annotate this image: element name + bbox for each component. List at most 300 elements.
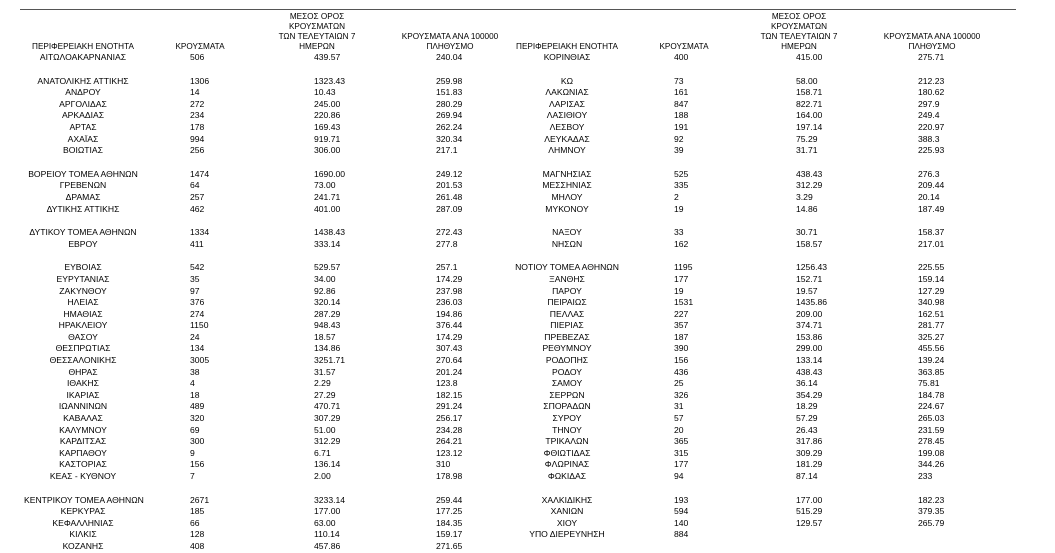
region-cell: ΒΟΡΕΙΟΥ ΤΟΜΕΑ ΑΘΗΝΩΝ — [28, 168, 138, 179]
per100k-cell: 275.71 — [918, 52, 945, 62]
per100k-cell: 310 — [436, 459, 451, 470]
per100k-cell: 269.94 — [436, 110, 463, 121]
cases-cell: 162 — [674, 238, 689, 249]
region-cell: ΚΑΛΥΜΝΟΥ — [59, 424, 107, 435]
cases-cell: 365 — [674, 436, 689, 447]
avg7-cell: 129.57 — [796, 517, 823, 528]
avg7-cell: 470.71 — [314, 401, 341, 412]
cases-cell: 188 — [674, 110, 689, 121]
region-cell: ΚΕΝΤΡΙΚΟΥ ΤΟΜΕΑ ΑΘΗΝΩΝ — [24, 494, 144, 505]
region-cell: ΑΧΑΪΑΣ — [67, 133, 99, 144]
cases-cell: 178 — [190, 121, 205, 132]
per100k-cell: 201.53 — [436, 180, 463, 191]
cases-cell: 19 — [674, 203, 684, 214]
per100k-cell: 199.08 — [918, 447, 945, 458]
cases-cell: 97 — [190, 285, 200, 296]
per100k-cell: 151.83 — [436, 87, 463, 98]
per100k-cell: 159.14 — [918, 273, 945, 284]
region-cell: ΑΡΚΑΔΙΑΣ — [61, 110, 105, 121]
per100k-cell: 262.24 — [436, 121, 463, 132]
region-cell: ΥΠΟ ΔΙΕΡΕΥΝΗΣΗ — [529, 529, 605, 540]
region-cell: ΣΥΡΟΥ — [552, 413, 582, 424]
avg7-cell: 415.00 — [796, 52, 823, 62]
region-cell: ΠΙΕΡΙΑΣ — [550, 320, 584, 331]
cases-cell: 2671 — [190, 494, 210, 505]
avg7-cell: 1435.86 — [796, 297, 828, 308]
avg7-cell: 1323.43 — [314, 75, 346, 86]
cases-cell: 326 — [674, 389, 689, 400]
cases-cell: 39 — [674, 145, 684, 156]
avg7-cell: 158.71 — [796, 87, 823, 98]
avg7-cell: 457.86 — [314, 540, 341, 551]
per100k-cell: 340.98 — [918, 297, 945, 308]
cases-cell: 156 — [674, 355, 689, 366]
cases-cell: 257 — [190, 191, 205, 202]
per100k-cell: 249.4 — [918, 110, 940, 121]
per100k-cell: 123.12 — [436, 447, 463, 458]
per100k-cell: 259.44 — [436, 494, 463, 505]
cases-cell: 320 — [190, 413, 205, 424]
header-avg7: ΜΕΣΟΣ ΟΡΟΣ ΚΡΟΥΣΜΑΤΩΝ ΤΩΝ ΤΕΛΕΥΤΑΙΩΝ 7 ΗΜΕΡΩΝ — [760, 12, 838, 51]
per100k-cell: 158.37 — [918, 227, 945, 238]
region-cell: ΓΡΕΒΕΝΩΝ — [59, 180, 107, 191]
per100k-cell: 162.51 — [918, 308, 945, 319]
per100k-cell: 249.12 — [436, 168, 463, 179]
avg7-cell: 1438.43 — [314, 227, 346, 238]
per100k-cell: 182.23 — [918, 494, 945, 505]
cases-cell: 1150 — [190, 320, 209, 331]
per100k-cell: 177.25 — [436, 506, 463, 517]
region-cell: ΚΩ — [560, 75, 574, 86]
per100k-cell: 217.01 — [918, 238, 945, 249]
header-cases: ΚΡΟΥΣΜΑΤΑ — [175, 42, 225, 51]
avg7-cell: 3251.71 — [314, 355, 346, 366]
region-cell: ΙΘΑΚΗΣ — [67, 378, 99, 389]
region-cell: ΠΑΡΟΥ — [552, 285, 582, 296]
region-cell: ΝΗΣΩΝ — [551, 238, 583, 249]
avg7-cell: 401.00 — [314, 203, 341, 214]
cases-cell: 408 — [190, 540, 205, 551]
avg7-cell: 19.57 — [796, 285, 818, 296]
header-avg7: ΜΕΣΟΣ ΟΡΟΣ ΚΡΟΥΣΜΑΤΩΝ ΤΩΝ ΤΕΛΕΥΤΑΙΩΝ 7 ΗΜΕΡΩΝ — [278, 12, 356, 51]
avg7-cell: 177.00 — [796, 494, 823, 505]
region-cell: ΦΛΩΡΙΝΑΣ — [544, 459, 590, 470]
region-cell: ΒΟΙΩΤΙΑΣ — [63, 145, 103, 156]
region-cell: ΛΗΜΝΟΥ — [548, 145, 586, 156]
avg7-cell: 309.29 — [796, 447, 823, 458]
region-cell: ΙΩΑΝΝΙΝΩΝ — [58, 401, 108, 412]
cases-cell: 272 — [190, 98, 205, 109]
region-cell: ΑΙΤΩΛΟΑΚΑΡΝΑΝΙΑΣ — [39, 52, 127, 62]
region-cell: ΝΑΞΟΥ — [552, 227, 582, 238]
per100k-cell: 265.03 — [918, 413, 945, 424]
per100k-cell: 225.93 — [918, 145, 945, 156]
per100k-cell: 220.97 — [918, 121, 945, 132]
avg7-cell: 26.43 — [796, 424, 818, 435]
cases-cell: 256 — [190, 145, 205, 156]
per100k-cell: 180.62 — [918, 87, 945, 98]
region-cell: ΜΕΣΣΗΝΙΑΣ — [542, 180, 592, 191]
region-cell: ΑΝΑΤΟΛΙΚΗΣ ΑΤΤΙΚΗΣ — [37, 75, 129, 86]
per100k-cell: 212.23 — [918, 75, 945, 86]
avg7-cell: 73.00 — [314, 180, 336, 191]
per100k-cell: 75.81 — [918, 378, 940, 389]
avg7-cell: 30.71 — [796, 227, 818, 238]
avg7-cell: 197.14 — [796, 121, 823, 132]
cases-cell: 1306 — [190, 75, 210, 86]
per100k-cell: 174.29 — [436, 273, 463, 284]
per100k-cell: 187.49 — [918, 203, 945, 214]
region-cell: ΕΒΡΟΥ — [68, 238, 98, 249]
per100k-cell: 276.3 — [918, 168, 940, 179]
region-cell: ΝΟΤΙΟΥ ΤΟΜΕΑ ΑΘΗΝΩΝ — [515, 262, 619, 273]
region-cell: ΔΡΑΜΑΣ — [65, 191, 101, 202]
per100k-cell: 259.98 — [436, 75, 463, 86]
per100k-cell: 271.65 — [436, 540, 463, 551]
avg7-cell: 158.57 — [796, 238, 823, 249]
cases-cell: 400 — [674, 52, 689, 62]
cases-cell: 542 — [190, 262, 205, 273]
per100k-cell: 261.48 — [436, 191, 463, 202]
avg7-cell: 177.00 — [314, 506, 341, 517]
region-cell: ΛΑΣΙΘΙΟΥ — [546, 110, 588, 121]
cases-cell: 66 — [190, 517, 200, 528]
region-cell: ΣΠΟΡΑΔΩΝ — [543, 401, 591, 412]
region-cell: ΦΩΚΙΔΑΣ — [547, 471, 587, 481]
cases-cell: 390 — [674, 343, 689, 354]
cases-cell: 411 — [190, 238, 204, 249]
per100k-cell: 159.17 — [436, 529, 463, 540]
region-cell: ΠΡΕΒΕΖΑΣ — [544, 331, 590, 342]
region-cell: ΑΡΓΟΛΙΔΑΣ — [59, 98, 107, 109]
cases-cell: 161 — [674, 87, 689, 98]
avg7-cell: 1256.43 — [796, 262, 828, 273]
per100k-cell: 272.43 — [436, 227, 463, 238]
cases-cell: 187 — [674, 331, 689, 342]
cases-cell: 185 — [190, 506, 205, 517]
avg7-cell: 133.14 — [796, 355, 823, 366]
cases-cell: 489 — [190, 401, 205, 412]
avg7-cell: 948.43 — [314, 320, 341, 331]
avg7-cell: 110.14 — [314, 529, 340, 540]
cases-cell: 14 — [190, 87, 200, 98]
cases-cell: 506 — [190, 52, 205, 62]
avg7-cell: 18.57 — [314, 331, 336, 342]
region-cell: ΚΑΡΠΑΘΟΥ — [59, 447, 107, 458]
per100k-cell: 233 — [918, 471, 933, 481]
cases-cell: 20 — [674, 424, 684, 435]
avg7-cell: 36.14 — [796, 378, 818, 389]
per100k-cell: 363.85 — [918, 366, 945, 377]
avg7-cell: 2.29 — [314, 378, 331, 389]
avg7-cell: 51.00 — [314, 424, 336, 435]
cases-cell: 3005 — [190, 355, 210, 366]
avg7-cell: 57.29 — [796, 413, 818, 424]
per100k-cell: 225.55 — [918, 262, 945, 273]
avg7-cell: 18.29 — [796, 401, 818, 412]
cases-cell: 193 — [674, 494, 689, 505]
avg7-cell: 31.57 — [314, 366, 336, 377]
region-cell: ΧΙΟΥ — [556, 517, 578, 528]
cases-cell: 1474 — [190, 168, 210, 179]
region-cell: ΣΑΜΟΥ — [551, 378, 583, 389]
avg7-cell: 34.00 — [314, 273, 336, 284]
cases-cell: 315 — [674, 447, 689, 458]
avg7-cell: 75.29 — [796, 133, 818, 144]
avg7-cell: 152.71 — [796, 273, 823, 284]
cases-cell: 4 — [190, 378, 195, 389]
avg7-cell: 333.14 — [314, 238, 341, 249]
cases-cell: 594 — [674, 506, 689, 517]
region-cell: ΚΕΑΣ - ΚΥΘΝΟΥ — [49, 471, 117, 481]
region-cell: ΛΕΣΒΟΥ — [549, 121, 585, 132]
cases-cell: 24 — [190, 331, 200, 342]
per100k-cell: 297.9 — [918, 98, 940, 109]
cases-cell: 33 — [674, 227, 684, 238]
region-cell: ΛΕΥΚΑΔΑΣ — [544, 133, 590, 144]
per100k-cell: 20.14 — [918, 191, 940, 202]
region-cell: ΡΟΔΟΠΗΣ — [545, 355, 589, 366]
region-cell: ΞΑΝΘΗΣ — [549, 273, 585, 284]
cases-cell: 64 — [190, 180, 200, 191]
per100k-cell: 280.29 — [436, 98, 463, 109]
cases-cell: 357 — [674, 320, 689, 331]
avg7-cell: 92.86 — [314, 285, 336, 296]
avg7-cell: 209.00 — [796, 308, 823, 319]
avg7-cell: 312.29 — [796, 180, 823, 191]
region-cell: ΗΛΕΙΑΣ — [67, 297, 99, 308]
cases-cell: 884 — [674, 529, 689, 540]
region-cell: ΤΗΝΟΥ — [552, 424, 582, 435]
avg7-cell: 306.00 — [314, 145, 341, 156]
per100k-cell: 139.24 — [918, 355, 945, 366]
per100k-cell: 209.44 — [918, 180, 945, 191]
per100k-cell: 265.79 — [918, 517, 945, 528]
avg7-cell: 822.71 — [796, 98, 823, 109]
avg7-cell: 354.29 — [796, 389, 823, 400]
avg7-cell: 515.29 — [796, 506, 823, 517]
avg7-cell: 374.71 — [796, 320, 823, 331]
per100k-cell: 127.29 — [918, 285, 945, 296]
header-region: ΠΕΡΙΦΕΡΕΙΑΚΗ ΕΝΟΤΗΤΑ — [32, 42, 134, 51]
region-cell: ΗΡΑΚΛΕΙΟΥ — [58, 320, 108, 331]
region-cell: ΑΡΤΑΣ — [69, 121, 97, 132]
per100k-cell: 217.1 — [436, 145, 458, 156]
region-cell: ΠΕΛΛΑΣ — [549, 308, 585, 319]
per100k-cell: 182.15 — [436, 389, 463, 400]
cases-cell: 335 — [674, 180, 689, 191]
region-cell: ΙΚΑΡΙΑΣ — [66, 389, 100, 400]
cases-cell: 19 — [674, 285, 684, 296]
cases-cell: 25 — [674, 378, 684, 389]
cases-cell: 134 — [190, 343, 205, 354]
cases-cell: 1334 — [190, 227, 210, 238]
region-cell: ΚΕΦΑΛΛΗΝΙΑΣ — [52, 517, 114, 528]
cases-cell: 376 — [190, 297, 205, 308]
region-cell: ΣΕΡΡΩΝ — [549, 389, 585, 400]
region-cell: ΜΥΚΟΝΟΥ — [545, 203, 589, 214]
per100k-cell: 291.24 — [436, 401, 463, 412]
avg7-cell: 320.14 — [314, 297, 341, 308]
per100k-cell: 281.77 — [918, 320, 945, 331]
cases-cell: 9 — [190, 447, 195, 458]
region-cell: ΛΑΚΩΝΙΑΣ — [545, 87, 589, 98]
cases-cell: 38 — [190, 366, 200, 377]
cases-cell: 525 — [674, 168, 689, 179]
region-cell: ΚΙΛΚΙΣ — [69, 529, 97, 540]
region-cell: ΕΥΒΟΙΑΣ — [64, 262, 102, 273]
avg7-cell: 439.57 — [314, 52, 341, 62]
per100k-cell: 344.26 — [918, 459, 945, 470]
region-cell: ΘΕΣΠΡΩΤΙΑΣ — [55, 343, 111, 354]
header-region: ΠΕΡΙΦΕΡΕΙΑΚΗ ΕΝΟΤΗΤΑ — [516, 42, 618, 51]
cases-cell: 274 — [190, 308, 205, 319]
per100k-cell: 240.04 — [436, 52, 463, 62]
avg7-cell: 136.14 — [314, 459, 341, 470]
region-cell: ΗΜΑΘΙΑΣ — [63, 308, 103, 319]
region-cell: ΡΟΔΟΥ — [552, 366, 582, 377]
cases-cell: 140 — [674, 517, 689, 528]
per100k-cell: 234.28 — [436, 424, 463, 435]
cases-cell: 92 — [674, 133, 684, 144]
cases-cell: 94 — [674, 471, 684, 481]
avg7-cell: 312.29 — [314, 436, 341, 447]
per100k-cell: 376.44 — [436, 320, 463, 331]
per100k-cell: 237.98 — [436, 285, 463, 296]
region-cell: ΧΑΛΚΙΔΙΚΗΣ — [541, 494, 593, 505]
avg7-cell: 3.29 — [796, 191, 813, 202]
avg7-cell: 245.00 — [314, 98, 341, 109]
avg7-cell: 529.57 — [314, 262, 341, 273]
cases-cell: 1195 — [674, 262, 693, 273]
region-cell: ΚΕΡΚΥΡΑΣ — [60, 506, 106, 517]
avg7-cell: 164.00 — [796, 110, 823, 121]
region-cell: ΤΡΙΚΑΛΩΝ — [545, 436, 589, 447]
per100k-cell: 184.35 — [436, 517, 463, 528]
per100k-cell: 264.21 — [436, 436, 463, 447]
region-cell: ΦΘΙΩΤΙΔΑΣ — [543, 447, 591, 458]
cases-cell: 31 — [674, 401, 684, 412]
region-cell: ΚΑΡΔΙΤΣΑΣ — [59, 436, 107, 447]
region-cell: ΔΥΤΙΚΟΥ ΤΟΜΕΑ ΑΘΗΝΩΝ — [29, 227, 137, 238]
region-cell: ΚΑΒΑΛΑΣ — [63, 413, 103, 424]
per100k-cell: 325.27 — [918, 331, 945, 342]
region-cell: ΘΑΣΟΥ — [68, 331, 98, 342]
top-rule — [20, 9, 1016, 10]
avg7-cell: 63.00 — [314, 517, 336, 528]
header-per100k: ΚΡΟΥΣΜΑΤΑ ΑΝΑ 100000 ΠΛΗΘΥΣΜΟ — [883, 32, 981, 51]
avg7-cell: 438.43 — [796, 366, 823, 377]
cases-cell: 156 — [190, 459, 205, 470]
avg7-cell: 6.71 — [314, 447, 331, 458]
avg7-cell: 241.71 — [314, 191, 341, 202]
region-cell: ΚΑΣΤΟΡΙΑΣ — [59, 459, 107, 470]
cases-cell: 227 — [674, 308, 689, 319]
avg7-cell: 220.86 — [314, 110, 341, 121]
avg7-cell: 10.43 — [314, 87, 336, 98]
cases-cell: 57 — [674, 413, 684, 424]
cases-cell: 994 — [190, 133, 205, 144]
cases-cell: 18 — [190, 389, 200, 400]
region-cell: ΑΝΔΡΟΥ — [65, 87, 101, 98]
avg7-cell: 134.86 — [314, 343, 341, 354]
avg7-cell: 27.29 — [314, 389, 336, 400]
per100k-cell: 256.17 — [436, 413, 463, 424]
cases-cell: 177 — [674, 273, 689, 284]
avg7-cell: 58.00 — [796, 75, 818, 86]
per100k-cell: 455.56 — [918, 343, 945, 354]
region-cell: ΡΕΘΥΜΝΟΥ — [542, 343, 592, 354]
cases-cell: 847 — [674, 98, 689, 109]
avg7-cell: 307.29 — [314, 413, 341, 424]
region-cell: ΘΗΡΑΣ — [68, 366, 98, 377]
cases-cell: 177 — [674, 459, 689, 470]
cases-cell: 35 — [190, 273, 200, 284]
region-cell: ΔΥΤΙΚΗΣ ΑΤΤΙΚΗΣ — [46, 203, 120, 214]
avg7-cell: 317.86 — [796, 436, 823, 447]
avg7-cell: 181.29 — [796, 459, 823, 470]
per100k-cell: 287.09 — [436, 203, 463, 214]
per100k-cell: 174.29 — [436, 331, 463, 342]
cases-cell: 234 — [190, 110, 205, 121]
region-cell: ΛΑΡΙΣΑΣ — [549, 98, 585, 109]
avg7-cell: 169.43 — [314, 121, 341, 132]
region-cell: ΚΟΖΑΝΗΣ — [62, 540, 104, 551]
avg7-cell: 3233.14 — [314, 494, 346, 505]
cases-cell: 300 — [190, 436, 205, 447]
avg7-cell: 153.86 — [796, 331, 823, 342]
per100k-cell: 320.34 — [436, 133, 463, 144]
cases-cell: 7 — [190, 471, 195, 481]
per100k-cell: 123.8 — [436, 378, 458, 389]
per100k-cell: 236.03 — [436, 297, 463, 308]
per100k-cell: 178.98 — [436, 471, 463, 481]
cases-cell: 2 — [674, 191, 679, 202]
cases-cell: 69 — [190, 424, 200, 435]
region-cell: ΠΕΙΡΑΙΩΣ — [547, 297, 587, 308]
avg7-cell: 287.29 — [314, 308, 341, 319]
avg7-cell: 14.86 — [796, 203, 818, 214]
avg7-cell: 31.71 — [796, 145, 818, 156]
per100k-cell: 270.64 — [436, 355, 463, 366]
region-cell: ΕΥΡΥΤΑΝΙΑΣ — [56, 273, 110, 284]
avg7-cell: 87.14 — [796, 471, 818, 481]
avg7-cell: 919.71 — [314, 133, 341, 144]
region-cell: ΖΑΚΥΝΘΟΥ — [59, 285, 107, 296]
cases-cell: 1531 — [674, 297, 694, 308]
cases-cell: 462 — [190, 203, 205, 214]
per100k-cell: 388.3 — [918, 133, 940, 144]
avg7-cell: 438.43 — [796, 168, 823, 179]
avg7-cell: 299.00 — [796, 343, 823, 354]
region-cell: ΚΟΡΙΝΘΙΑΣ — [543, 52, 591, 62]
cases-cell: 128 — [190, 529, 205, 540]
region-cell: ΘΕΣΣΑΛΟΝΙΚΗΣ — [49, 355, 117, 366]
cases-cell: 73 — [674, 75, 684, 86]
per100k-cell: 277.8 — [436, 238, 458, 249]
region-cell: ΧΑΝΙΩΝ — [550, 506, 584, 517]
header-cases: ΚΡΟΥΣΜΑΤΑ — [659, 42, 709, 51]
per100k-cell: 231.59 — [918, 424, 945, 435]
region-cell: ΜΑΓΝΗΣΙΑΣ — [542, 168, 592, 179]
per100k-cell: 194.86 — [436, 308, 463, 319]
per100k-cell: 278.45 — [918, 436, 945, 447]
per100k-cell: 307.43 — [436, 343, 463, 354]
region-cell: ΜΗΛΟΥ — [551, 191, 583, 202]
cases-cell: 436 — [674, 366, 689, 377]
header-per100k: ΚΡΟΥΣΜΑΤΑ ΑΝΑ 100000 ΠΛΗΘΥΣΜΟ — [401, 32, 499, 51]
avg7-cell: 1690.00 — [314, 168, 346, 179]
